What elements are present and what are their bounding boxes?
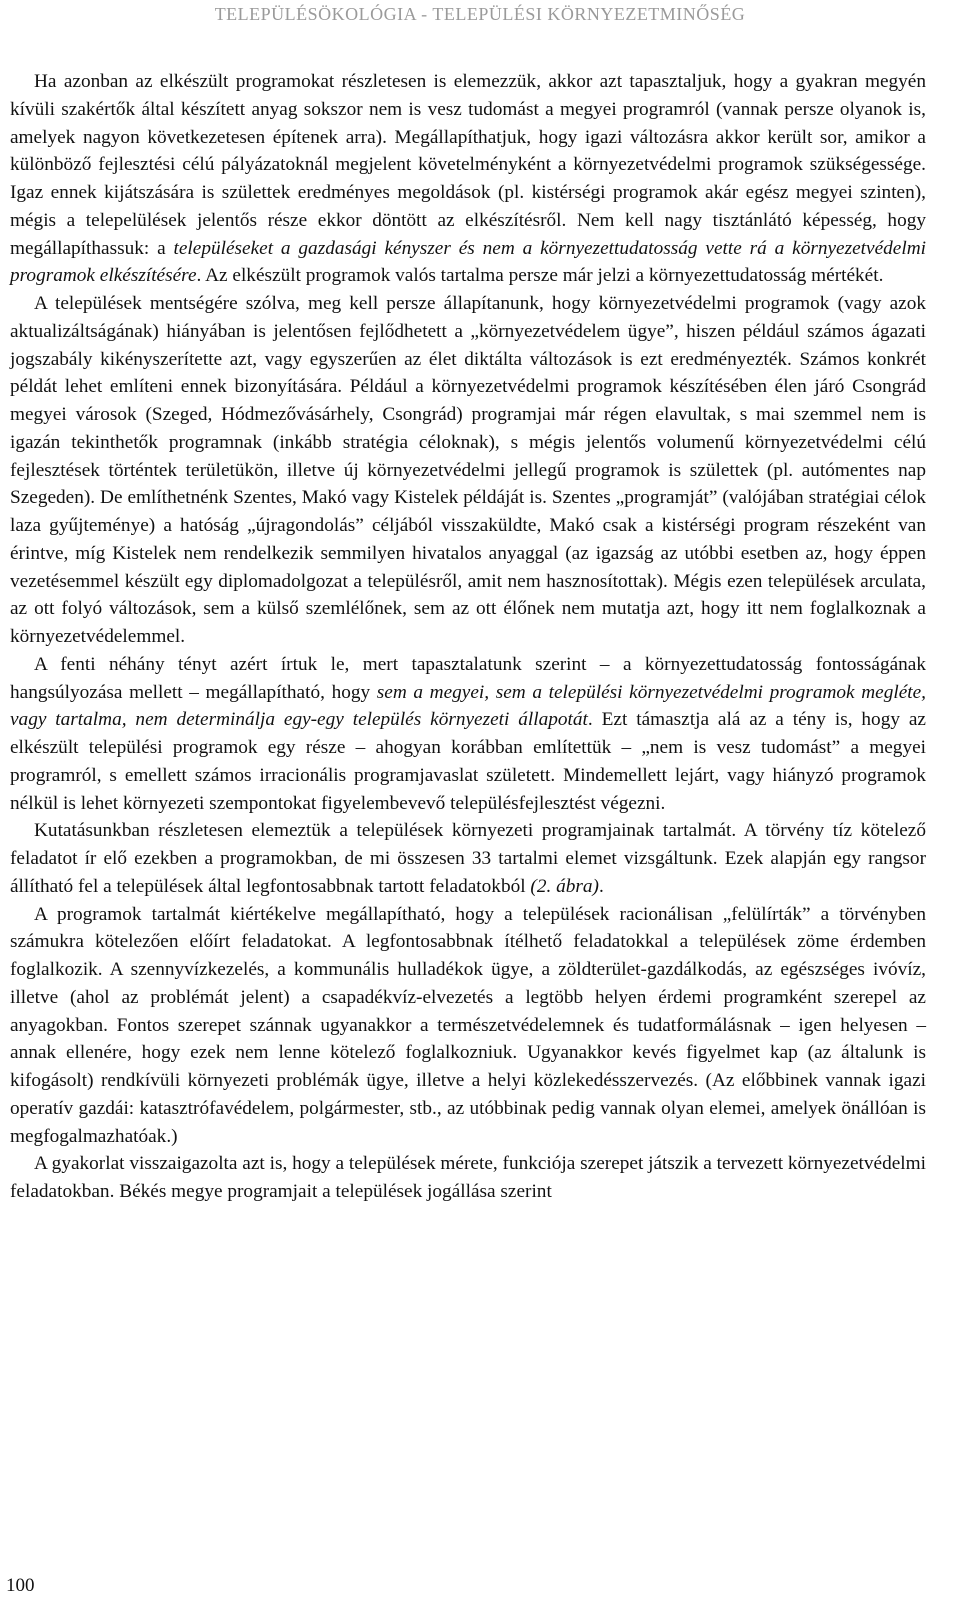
page-number: 100 — [6, 1575, 35, 1596]
paragraph-6 — [10, 1150, 926, 1206]
figure-reference: (2. ábra) — [530, 875, 599, 897]
paragraph-3 — [10, 651, 926, 818]
paragraph-4-text-b: . — [598, 875, 604, 897]
paragraph-4 — [10, 817, 926, 900]
paragraph-4-text-a: Kutatásunkban részletesen elemeztük a települések környezeti programjainak tartalmát. A törvény tíz kötelező feladatot ír elő ezekben a programokban, de mi összesen 33 tartalmi elemet vizsgáltunk. Ezek alapján egy rangsor állítható fel a települések által legfontosabbnak tartott feladatokból — [10, 820, 926, 897]
paragraph-1 — [10, 68, 926, 290]
paragraph-2-text: A települések mentségére szólva, meg kell persze állapítanunk, hogy környezetvédelmi programok (vagy azok aktualizáltságának) hiányában is jelentősen fejlődhetett a „környezetvédelem ügye”, hiszen például számos ágazati jogszabály kikényszerítette azt, vagy egyszerűen az élet diktálta változások is ezt eredményezték. Számos konkrét példát lehet említeni ennek bizonyítására. Például a környezetvédelmi programok készítésében élen járó Csongrád megyei városok (Szeged, Hódmezővásárhely, Csongrád) programjai már régen elavultak, s mai szemmel nem is igazán tekinthetők programnak (inkább stratégia céloknak), s mégis jelentős volumenű környezetvédelmi célú fejlesztések történtek területükön, illetve új környezetvédelmi jellegű programok is születtek (pl. autómentes nap Szegeden). De említhetnénk Szentes, Makó vagy Kistelek példáját is. Szentes „programját” (valójában stratégiai célok laza gyűjteménye) a hatóság „újragondolás” céljából visszaküldte, Makó csak a kistérségi program részeként van érintve, míg Kistelek nem rendelkezik semmilyen hivatalos anyaggal (az igazság az utóbbi esetben az, hogy éppen vezetésemmel készült egy diplomadolgozat a településről, amit nem hasznosítottak). Mégis ezen települések arculata, az ott folyó változások, sem a külső szemlélőnek, sem az ott élőnek nem mutatja azt, hogy itt nem foglalkoznak a környezetvédelemmel. — [10, 293, 926, 647]
paragraph-1-text-a: Ha azonban az elkészült programokat részletesen is elemezzük, akkor azt tapasztaljuk, hogy a gyakran megyén kívüli szakértők által készített anyag sokszor nem is vesz tudomást a megyei programról (vannak persze olyanok is, amelyek nagyon következetesen építenek arra). Megállapíthatjuk, hogy igazi változásra akkor került sor, amikor a különböző fejlesztési célú pályázatoknál megjelent követelményként a környezetvédelmi programok szükségessége. Igaz ennek kijátszására is születtek eredményes megoldások (pl. kistérségi programok akár egész megyei szinten), mégis a telepelülések jelentős része ekkor döntött az elkészítésről. Nem kell nagy tisztánlátó képesség, hogy megállapíthassuk: a — [10, 71, 926, 259]
paragraph-5 — [10, 901, 926, 1151]
paragraph-1-text-b: . Az elkészült programok valós tartalma persze már jelzi a környezettudatosság mértékét. — [196, 265, 884, 287]
paragraph-3-text-b: . Ezt támasztja alá az a tény is, hogy az elkészült települési programok egy része – ahogyan korábban említettük – „nem is vesz tudomást” a megyei programról, s emellett számos irracionális programjavaslat született. Mindemellett lejárt, vagy hiányzó programok nélkül is lehet környezeti szempontokat figyelembevevő településfejlesztést végezni. — [10, 709, 926, 814]
paragraph-5-text: A programok tartalmát kiértékelve megállapítható, hogy a települések racionálisan „felülírták” a törvényben számukra kötelezően előírt feladatokat. A legfontosabbnak ítélhető feladatokkal a települések zöme érdemben foglalkozik. A szennyvízkezelés, a kommunális hulladékok ügye, a zöldterület-gazdálkodás, az egészséges ivóvíz, illetve (ahol az problémát jelent) a csapadékvíz-elvezetés a legtöbb helyen érdemi programként szerepel az anyagokban. Fontos szerepet szánnak ugyanakkor a természetvédelemnek és tudatformálásnak – igen helyesen – annak ellenére, hogy ezek nem lenne kötelező foglalkozniuk. Ugyanakkor kevés figyelmet kap (az általunk is kifogásolt) rendkívüli környezeti problémák ügye, illetve a helyi közlekedésszervezés. (Az előbbinek vannak igazi operatív gazdái: katasztrófavédelem, polgármester, stb., az utóbbinak pedig vannak olyan elemei, amelyek önállóan is megfogalmazhatóak.) — [10, 903, 926, 1147]
paragraph-1-emphasis: településeket a gazdasági kényszer és nem a környezettudatosság vette rá a környezetvédelmi programok elkészítésére — [10, 237, 926, 287]
paragraph-6-text: A gyakorlat visszaigazolta azt is, hogy a települések mérete, funkciója szerepet játszik a tervezett környezetvédelmi feladatokban. Békés megye programjait a települések jogállása szerint — [10, 1153, 926, 1202]
paragraph-3-emphasis: sem a megyei, sem a települési környezetvédelmi programok megléte, vagy tartalma, nem determinálja egy-egy település környezeti állapotát — [10, 681, 926, 731]
paragraph-2 — [10, 290, 926, 651]
paragraph-3-text-a: A fenti néhány tényt azért írtuk le, mert tapasztalatunk szerint – a környezettudatosság fontosságának hangsúlyozása mellett – megállapítható, hogy — [10, 653, 926, 703]
running-header: TELEPÜLÉSÖKOLÓGIA - TELEPÜLÉSI KÖRNYEZETMINŐSÉG — [214, 4, 746, 24]
body-text — [10, 68, 926, 1206]
